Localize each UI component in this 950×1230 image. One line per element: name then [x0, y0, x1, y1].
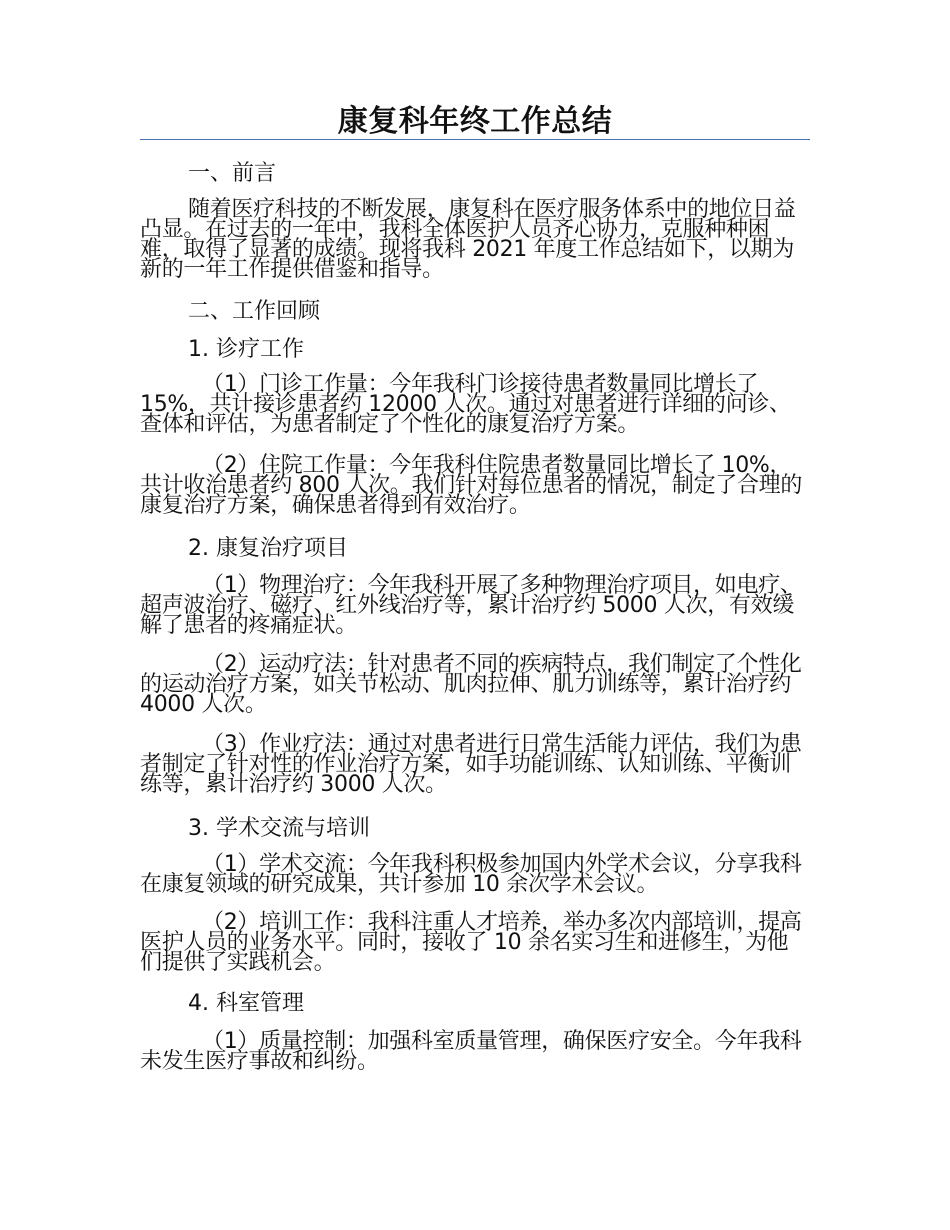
therapy-items-heading: 2. 康复治疗项目 — [188, 536, 348, 561]
training-paragraph: （2）培训工作：我科注重人才培养，举办多次内部培训，提高医护人员的业务水平。同时，接收了 10 余名实习生和进修生，为他们提供了实践机会。 — [140, 910, 802, 975]
preface-paragraph: 随着医疗科技的不断发展，康复科在医疗服务体系中的地位日益凸显。在过去的一年中，我科全体医护人员齐心协力，克服种种困难，取得了显著的成绩。现将我科 2021 年度工作总结如下，以期为新的一年工作提供借鉴和指导。 — [140, 197, 796, 282]
document-title: 康复科年终工作总结 — [337, 104, 613, 139]
outpatient-paragraph: （1）门诊工作量：今年我科门诊接待患者数量同比增长了 15%，共计接诊患者约 12000 人次。通过对患者进行详细的问诊、查体和评估，为患者制定了个性化的康复治疗方案。 — [140, 372, 791, 437]
quality-control-paragraph: （1）质量控制：加强科室质量管理，确保医疗安全。今年我科未发生医疗事故和纠纷。 — [140, 1029, 802, 1074]
academic-heading: 3. 学术交流与培训 — [188, 816, 370, 841]
physical-therapy-paragraph: （1）物理治疗：今年我科开展了多种物理治疗项目，如电疗、超声波治疗、磁疗、红外线治疗等，累计治疗约 5000 人次，有效缓解了患者的疼痛症状。 — [140, 573, 802, 638]
inpatient-paragraph: （2）住院工作量：今年我科住院患者数量同比增长了 10%，共计收治患者约 800 人次。我们针对每位患者的情况，制定了合理的康复治疗方案，确保患者得到有效治疗。 — [140, 453, 803, 518]
management-heading: 4. 科室管理 — [188, 991, 304, 1016]
occupational-therapy-paragraph: （3）作业疗法：通过对患者进行日常生活能力评估，我们为患者制定了针对性的作业治疗方案，如手功能训练、认知训练、平衡训练等，累计治疗约 3000 人次。 — [140, 732, 802, 797]
title-underline — [140, 139, 810, 140]
preface-heading: 一、前言 — [188, 161, 277, 186]
review-heading: 二、工作回顾 — [188, 299, 321, 324]
exercise-therapy-paragraph: （2）运动疗法：针对患者不同的疾病特点，我们制定了个性化的运动治疗方案，如关节松动、肌肉拉伸、肌力训练等，累计治疗约 4000 人次。 — [140, 652, 802, 717]
academic-exchange-paragraph: （1）学术交流：今年我科积极参加国内外学术会议，分享我科在康复领域的研究成果，共计参加 10 余次学术会议。 — [140, 852, 802, 897]
diagnosis-heading: 1. 诊疗工作 — [188, 337, 304, 362]
